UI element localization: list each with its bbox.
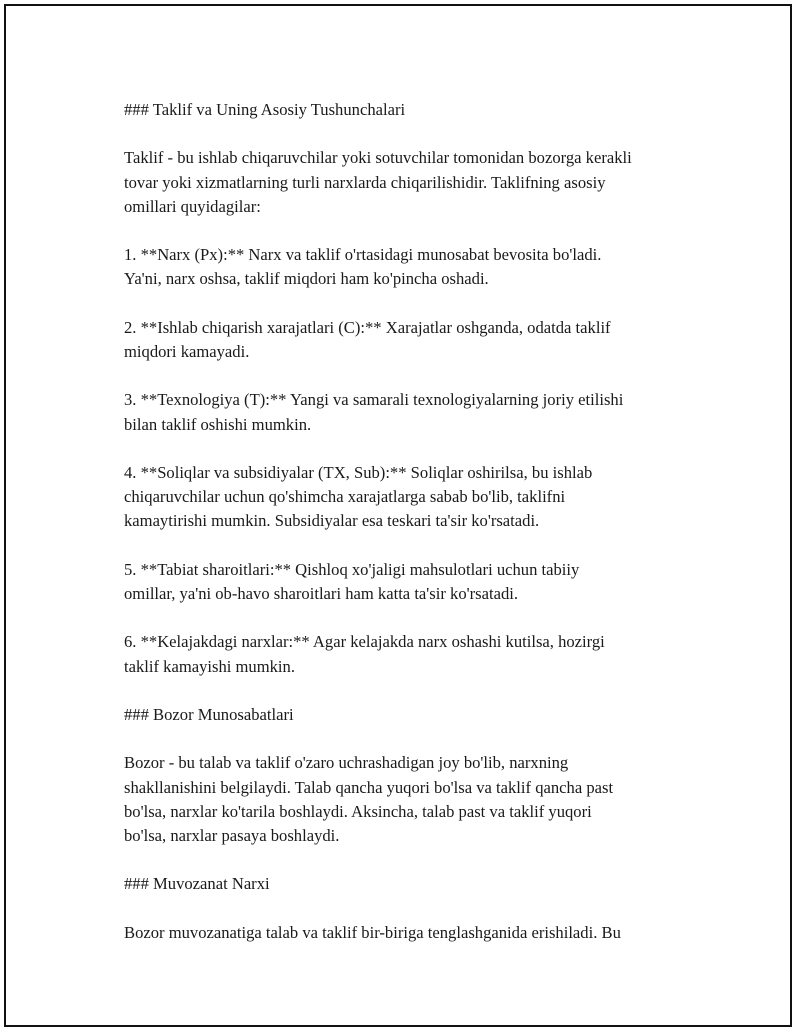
list-item-narx: 1. **Narx (Px):** Narx va taklif o'rtasidagi munosabat bevosita bo'ladi. Ya'ni, narx oshsa, taklif miqdori ham ko'pincha oshadi. [124,245,602,289]
section-heading-muvozanat: ### Muvozanat Narxi [124,874,270,894]
section-heading-taklif: ### Taklif va Uning Asosiy Tushunchalari [124,100,406,119]
page-frame [4,4,792,1027]
document-body [124,98,714,969]
intro-paragraph: Taklif - bu ishlab chiqaruvchilar yoki sotuvchilar tomonidan bozorga kerakli tovar yoki xizmatlarning turli narxlarda chiqarilishidir. Taklifning asosiy omillari quyidagilar: [124,148,632,216]
list-item-soliqlar: 4. **Soliqlar va subsidiyalar (TX, Sub):** Soliqlar oshirilsa, bu ishlab chiqaruvchilar uchun qo'shimcha xarajatlarga sabab bo'lib, taklifni kamaytirishi mumkin. Subsidiyalar esa teskari ta'sir ko'rsatadi. [124,462,593,531]
list-item-tabiat: 5. **Tabiat sharoitlari:** Qishloq xo'jaligi mahsulotlari uchun tabiiy omillar, ya'ni ob-havo sharoitlari ham katta ta'sir ko'rsatadi. [124,559,580,603]
equilibrium-paragraph: Bozor muvozanatiga talab va taklif bir-biriga tenglashganida erishiladi. Bu [124,922,621,942]
market-paragraph: Bozor - bu talab va taklif o'zaro uchrashadigan joy bo'lib, narxning shakllanishini belgilaydi. Talab qancha yuqori bo'lsa va taklif qancha past bo'lsa, narxlar ko'tarila boshlaydi. Aksincha, talab past va taklif yuqori bo'lsa, narxlar pasaya boshlaydi. [124,753,614,845]
list-item-kelajak: 6. **Kelajakdagi narxlar:** Agar kelajakda narx oshashi kutilsa, hozirgi taklif kamayishi mumkin. [124,632,605,676]
list-item-texnologiya: 3. **Texnologiya (T):** Yangi va samarali texnologiyalarning joriy etilishi bilan taklif oshishi mumkin. [124,390,624,434]
list-item-xarajatlar: 2. **Ishlab chiqarish xarajatlari (C):** Xarajatlar oshganda, odatda taklif miqdori kamayadi. [124,317,611,361]
section-heading-bozor: ### Bozor Munosabatlari [124,704,294,724]
